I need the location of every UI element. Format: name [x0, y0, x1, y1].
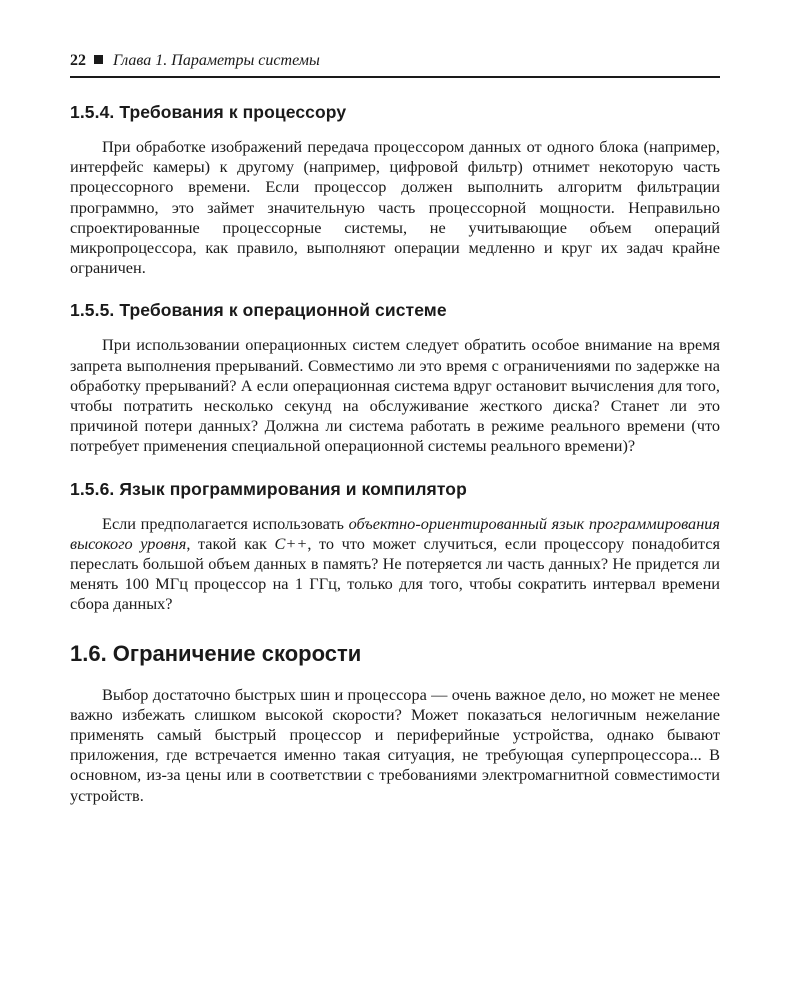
chapter-title: Глава 1. Параметры системы: [113, 52, 320, 69]
section-paragraph-1-5-5: При использовании операционных систем следует обратить особое внимание на время запрета выполнения прерываний. Совместимо ли это время с ограничениями по задержке на обработку прерываний? А если операционная система вдруг остановит вычисления для того, чтобы потратить несколько секунд на обслуживание жесткого диска? Станет ли это причиной потери данных? Должна ли система работать в режиме реального времени (что потребует применения специальной операционной системы реального времени)?: [70, 335, 720, 456]
section-paragraph-1-5-4: При обработке изображений передача процессором данных от одного блока (например, интерфейс камеры) к другому (например, цифровой фильтр) отнимет некоторую часть процессорного времени. Если процессор должен выполнить алгоритм фильтрации программно, это займет значительную часть процессорной мощности. Неправильно спроектированные процессорные системы, не учитывающие объем операций микропроцессора, как правило, выполняют операции медленно и круг их задач крайне ограничен.: [70, 137, 720, 278]
section-heading-1-6: 1.6. Ограничение скорости: [70, 640, 362, 666]
black-square-icon: [94, 55, 103, 64]
section-paragraph-1-5-6: [70, 514, 720, 615]
book-page: [70, 52, 720, 806]
section-heading-1-5-4: 1.5.4. Требования к процессору: [70, 102, 347, 122]
language-name: C++: [274, 533, 308, 553]
section-heading-1-5-5: 1.5.5. Требования к операционной системе: [70, 300, 447, 321]
paragraph-text: Если предполагается использовать: [102, 513, 349, 533]
paragraph-text: , то что может случиться, если процессору понадобится переслать большой объем данных в память? Не потеряется ли часть данных? Не придется ли менять 100 МГц процессор на 1 ГГц, только для того, чтобы сократить интервал времени сбора данных?: [70, 533, 721, 614]
running-head: [70, 52, 720, 78]
section-heading-1-5-6: 1.5.6. Язык программирования и компилятор: [70, 478, 467, 499]
page-number: 22: [70, 52, 86, 69]
paragraph-text: , такой как: [186, 533, 275, 553]
section-paragraph-1-6: Выбор достаточно быстрых шин и процессора — очень важное дело, но может не менее важно избежать слишком высокой скорости? Может показаться нелогичным нежелание применять самый быстрый процессор и периферийные устройства, однако бывают приложения, где встречается именно такая ситуация, не требующая суперпроцессора... В основном, из-за цены или в соответствии с требованиями электромагнитной совместимости устройств.: [70, 684, 720, 805]
emphasized-term: объектно-ориентированный язык программирования высокого уровня: [70, 513, 720, 553]
